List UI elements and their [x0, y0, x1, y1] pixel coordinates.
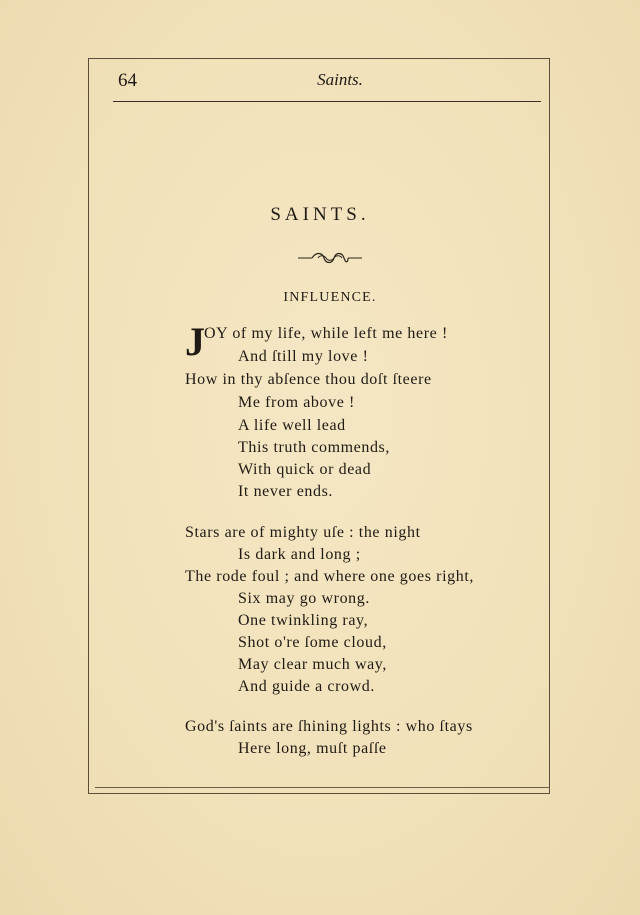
poem-line: How in thy abſence thou doſt ſteere [185, 371, 432, 388]
poem-line: And ſtill my love ! [238, 348, 369, 365]
drop-cap: J [185, 319, 205, 364]
poem-line: And guide a crowd. [238, 678, 375, 695]
flourish-ornament-icon [298, 251, 362, 265]
header-rule [113, 101, 541, 102]
poem-line: Here long, muſt paſſe [238, 740, 387, 757]
poem-line: This truth commends, [238, 439, 390, 456]
section-title: SAINTS. [270, 204, 370, 225]
page-number: 64 [118, 70, 137, 91]
poem-line: One twinkling ray, [238, 612, 369, 629]
poem-line: A life well lead [238, 417, 346, 434]
poem-line: Is dark and long ; [238, 546, 361, 563]
poem-subtitle: INFLUENCE. [283, 290, 377, 305]
poem-line: Six may go wrong. [238, 590, 370, 607]
running-head: Saints. [317, 70, 363, 89]
poem-line: May clear much way, [238, 656, 387, 673]
poem-line: God's ſaints are ſhining lights : who ſtays [185, 718, 473, 735]
poem-line: Shot o're ſome cloud, [238, 634, 387, 651]
poem-line: It never ends. [238, 483, 334, 500]
poem-line: With quick or dead [238, 461, 372, 478]
poem-line: Stars are of mighty uſe : the night [185, 524, 421, 541]
poem-line: OY of my life, while left me here ! [204, 325, 448, 342]
frame-bottom-rule [95, 787, 550, 788]
poem-line: The rode foul ; and where one goes right, [185, 568, 474, 585]
poem-line: Me from above ! [238, 394, 355, 411]
